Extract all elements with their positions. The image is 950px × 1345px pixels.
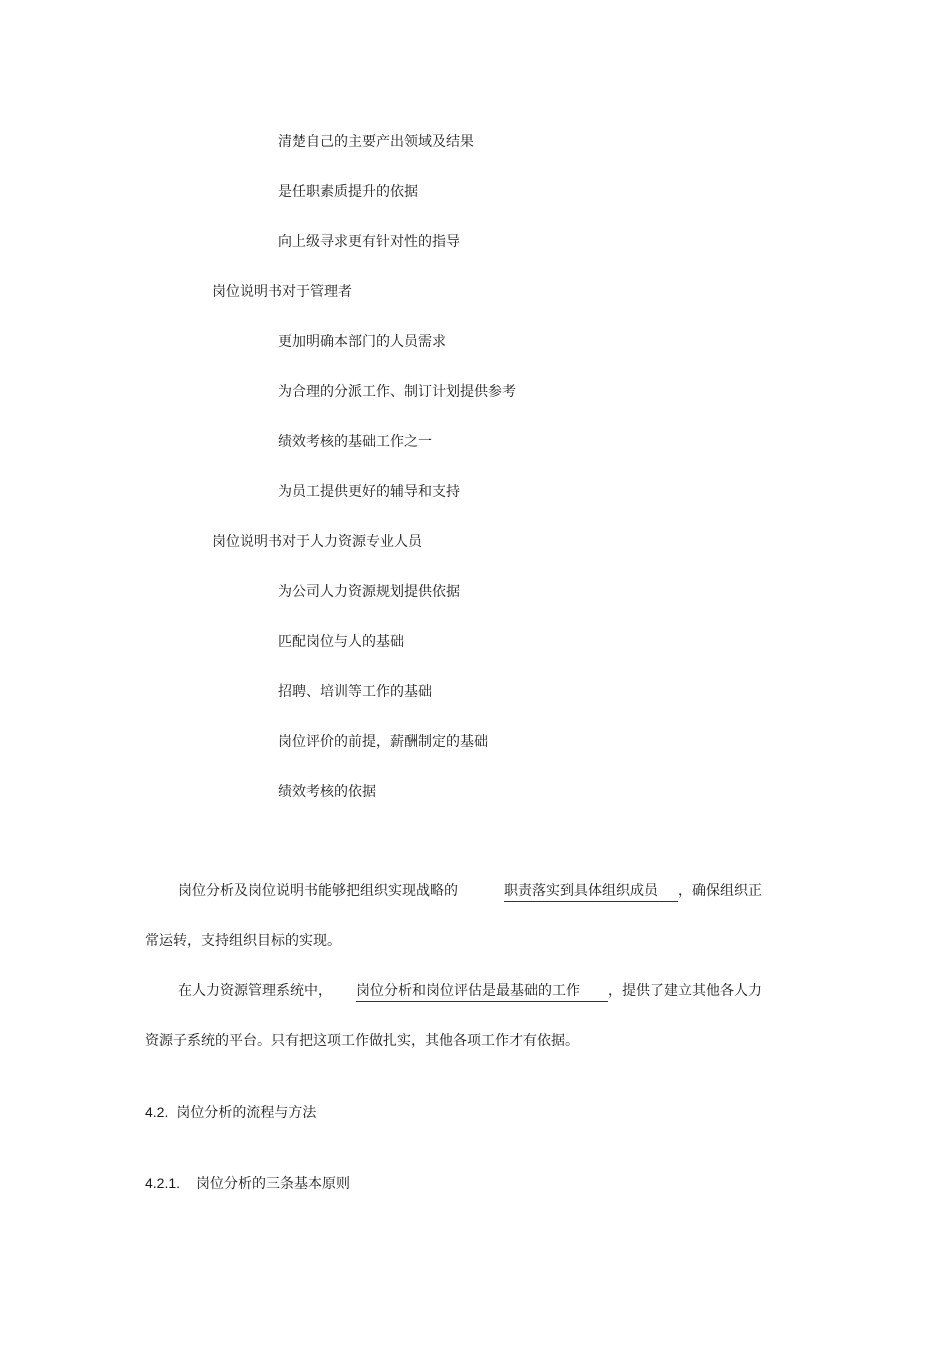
hr-item: 为公司人力资源规划提供依据 — [278, 584, 460, 600]
section-title: 岗位分析的流程与方法 — [176, 1105, 317, 1121]
manager-item: 为员工提供更好的辅导和支持 — [278, 484, 460, 500]
manager-item: 为合理的分派工作、制订计划提供参考 — [278, 384, 516, 400]
hr-heading: 岗位说明书对于人力资源专业人员 — [212, 534, 422, 550]
paragraph1-text-after: ，确保组织正 — [678, 883, 762, 899]
section-number: 4.2.1. — [145, 1175, 181, 1191]
paragraph1-underlined-phrase: 职责落实到具体组织成员 — [504, 882, 678, 902]
paragraph1-line1 — [178, 882, 762, 902]
section-heading-4-2 — [145, 1103, 316, 1122]
paragraph2-text-before: 在人力资源管理系统中， — [178, 983, 332, 999]
hr-item: 岗位评价的前提，薪酬制定的基础 — [278, 734, 488, 750]
paragraph2-text-after: ，提供了建立其他各人力 — [608, 983, 762, 999]
section-number: 4.2. — [145, 1104, 169, 1120]
paragraph2-line1 — [178, 982, 762, 1002]
employee-item: 清楚自己的主要产出领域及结果 — [278, 134, 474, 150]
paragraph1-text-before: 岗位分析及岗位说明书能够把组织实现战略的 — [178, 883, 458, 899]
manager-heading: 岗位说明书对于管理者 — [212, 284, 352, 300]
paragraph1-line2: 常运转，支持组织目标的实现。 — [145, 933, 341, 949]
section-heading-4-2-1 — [145, 1174, 350, 1193]
paragraph2-underlined-phrase: 岗位分析和岗位评估是最基础的工作 — [356, 982, 608, 1002]
paragraph2-line2: 资源子系统的平台。只有把这项工作做扎实，其他各项工作才有依据。 — [145, 1033, 579, 1049]
manager-item: 更加明确本部门的人员需求 — [278, 334, 446, 350]
section-title: 岗位分析的三条基本原则 — [196, 1176, 351, 1192]
employee-item: 向上级寻求更有针对性的指导 — [278, 234, 460, 250]
hr-item: 绩效考核的依据 — [278, 784, 376, 800]
manager-item: 绩效考核的基础工作之一 — [278, 434, 432, 450]
employee-item: 是任职素质提升的依据 — [278, 184, 418, 200]
hr-item: 招聘、培训等工作的基础 — [278, 684, 432, 700]
hr-item: 匹配岗位与人的基础 — [278, 634, 404, 650]
